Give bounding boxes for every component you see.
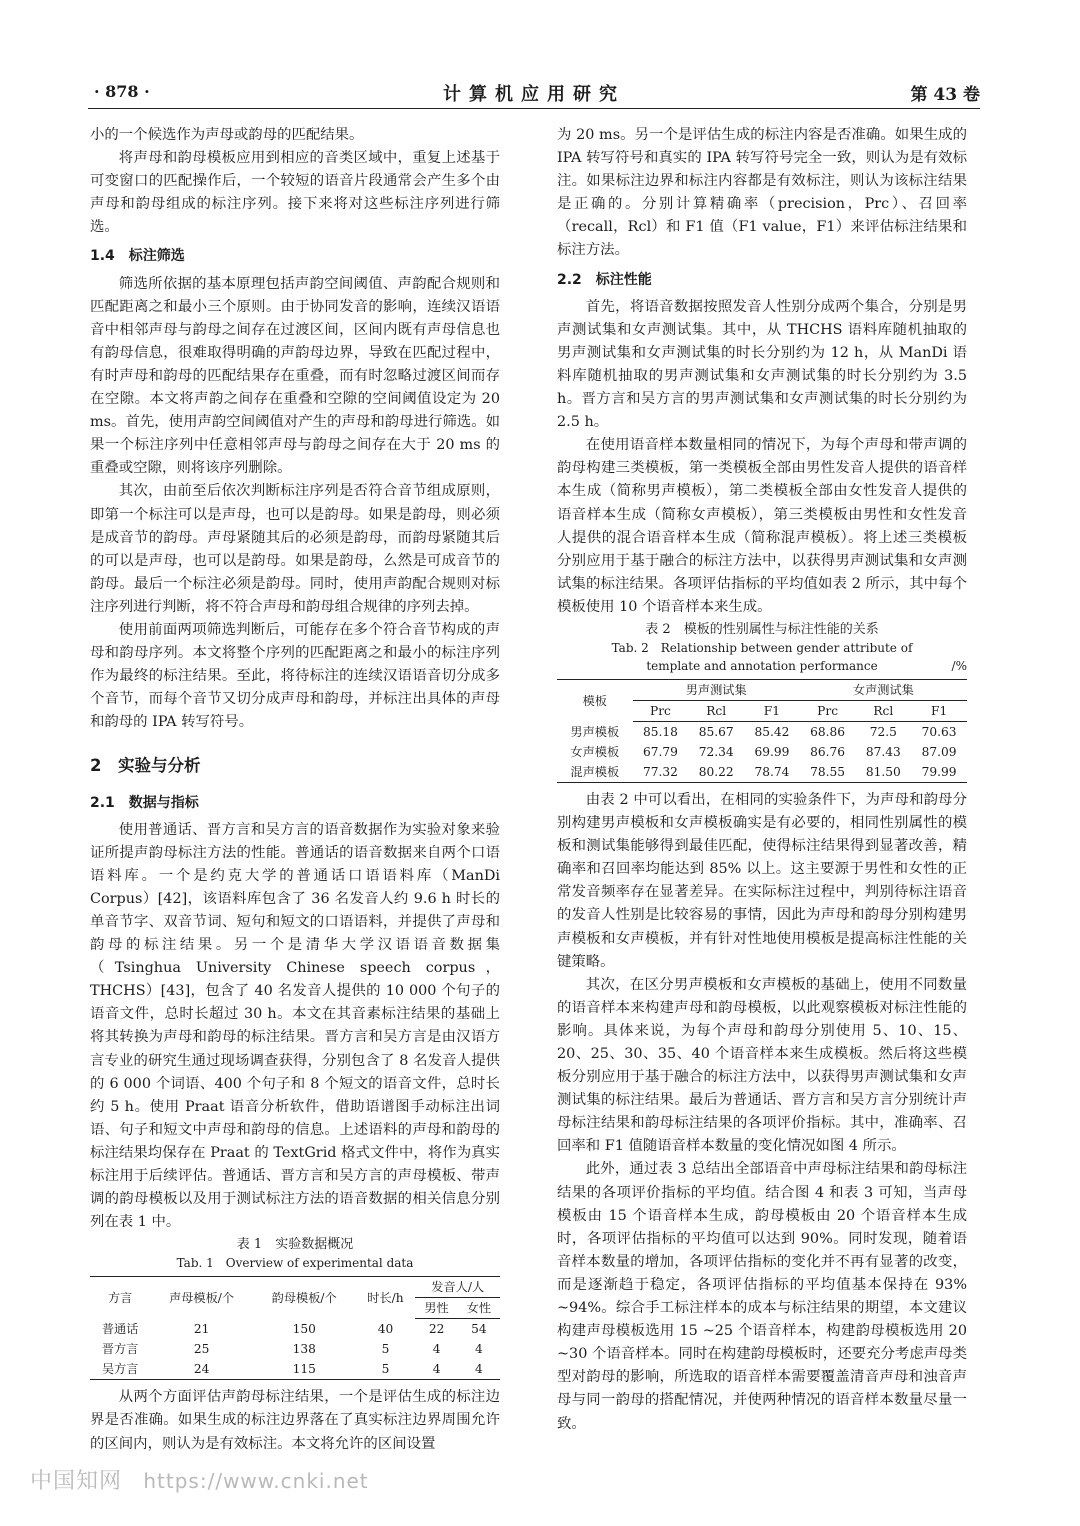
table-cell: 吴方言 [90, 1359, 150, 1380]
table1-header-final: 韵母模板/个 [253, 1277, 356, 1319]
table-cell: 女声模板 [570, 744, 620, 759]
table1-header-speakers: 发音人/人 [415, 1277, 500, 1298]
table2-caption-cn: 表 2 模板的性别属性与标注性能的关系 [645, 621, 879, 637]
table-cell: 87.43 [865, 744, 901, 759]
table-cell: 78.55 [800, 762, 856, 783]
table-cell: 72.5 [869, 724, 897, 739]
paragraph: 将声母和韵母模板应用到相应的音类区域中，重复上述基于可变窗口的匹配操作后，一个较短的语音片段通常会产生多个由声母和韵母组成的标注序列。接下来将对这些标注序列进行筛选。 [90, 150, 500, 236]
table-cell: 85.18 [643, 724, 678, 739]
table-cell: 4 [432, 1342, 441, 1357]
journal-title: 计算机应用研究 [443, 84, 625, 105]
table2-caption-en2-text: template and annotation performance [646, 658, 878, 673]
table-cell: 4 [415, 1359, 457, 1380]
paragraph: 在使用语音样本数量相同的情况下，为每个声母和带声调的韵母构建三类模板，第一类模板全部由男性发音人提供的语音样本生成（简称男声模板），第二类模板全部由女性发音人提供的语音样本生成（简称女声模板），第三类模板由男性和女性发音人提供的混合语音样本生成（简称混声模板）。将上述三类模板分别应用于基于融合的标注方法中，以获得男声测试集和女声测试集的标注结果。各项评估指标的平均值如表 2 所示，其中每个模板使用 10 个语音样本来生成。 [557, 437, 967, 615]
table2-caption [557, 621, 967, 675]
paragraph: 首先，将语音数据按照发音人性别分成两个集合，分别是男声测试集和女声测试集。其中，从 THCHS 语料库随机抽取的男声测试集和女声测试集的时长分别约为 12 h，从 ManDi 语料库随机抽取的男声测试集和女声测试集的时长分别约为 3.5 h。晋方言和吴方言的男声测试集和女声测试集的时长分别约为 2.5 h。 [557, 298, 967, 431]
table2-header-f1: F1 [744, 700, 800, 721]
running-header [88, 80, 980, 109]
table2-header-rcl: Rcl [855, 700, 911, 721]
table-row [557, 742, 967, 762]
table-cell: 4 [458, 1359, 500, 1380]
table-cell: 男声模板 [570, 724, 620, 739]
table2-header-male-set: 男声测试集 [633, 679, 800, 700]
right-column [557, 124, 967, 1436]
table-cell: 40 [377, 1322, 394, 1337]
table1-header-female: 女性 [458, 1298, 500, 1319]
table2-caption-en2 [557, 657, 967, 675]
table-cell: 70.63 [921, 724, 957, 739]
table1-header-male: 男性 [415, 1298, 457, 1319]
paragraph: 从两个方面评估声韵母标注结果，一个是评估生成的标注边界是否准确。如果生成的标注边界落在了真实标注边界周围允许的区间内，则认为是有效标注。本文将允许的区间设置 [90, 1389, 500, 1452]
table1-caption-cn: 表 1 实验数据概况 [236, 1237, 354, 1253]
table2-header-female-set: 女声测试集 [800, 679, 967, 700]
table-cell: 普通话 [101, 1322, 139, 1337]
table2-header-prc: Prc [800, 700, 856, 721]
table-cell: 68.86 [810, 724, 846, 739]
paragraph: 其次，由前至后依次判断标注序列是否符合音节组成原则，即第一个标注可以是声母，也可以是韵母。如果是韵母，则必须是成音节的韵母。声母紧随其后的必须是韵母，而韵母紧随其后的可以是声母，也可以是韵母。如果是韵母，么然是可成音节的韵母。最后一个标注必须是韵母。同时，使用声韵配合规则对标注序列进行判断，将不符合声母和韵母组合规律的序列去掉。 [90, 483, 500, 615]
table2-header-prc: Prc [633, 700, 689, 721]
table-cell: 150 [292, 1322, 316, 1337]
section-heading-2-1: 2.1 数据与指标 [90, 794, 199, 811]
table-cell: 69.99 [754, 744, 790, 759]
table-cell: 混声模板 [557, 762, 633, 783]
table-cell: 78.74 [744, 762, 800, 783]
table2-caption-en1: Tab. 2 Relationship between gender attribute of [611, 640, 913, 655]
table-cell: 77.32 [633, 762, 689, 783]
volume-label: 第 43 卷 [910, 85, 980, 105]
cnki-watermark [30, 1464, 369, 1495]
table1-header-dialect: 方言 [90, 1277, 150, 1319]
table2-header-rcl: Rcl [688, 700, 744, 721]
table-cell: 79.99 [911, 762, 967, 783]
table-row [557, 721, 967, 742]
table-cell: 晋方言 [101, 1342, 139, 1357]
paragraph: 筛选所依据的基本原理包括声韵空间阈值、声韵配合规则和匹配距离之和最小三个原则。由于协同发音的影响，连续汉语语音中相邻声母与韵母之间存在过渡区间，区间内既有声母信息也有韵母信息，很难取得明确的声韵母边界，导致在匹配过程中，有时声母和韵母的匹配结果存在重叠，而有时忽略过渡区间而存在空隙。本文将声韵之间存在重叠和空隙的空间阈值设定为 20 ms。首先，使用声韵空间阈值对产生的声母和韵母进行筛选。如果一个标注序列中任意相邻声母与韵母之间存在大于 20 ms 的重叠或空隙，则将该序列删除。 [90, 275, 500, 477]
table-row [90, 1319, 500, 1340]
table-cell: 85.67 [698, 724, 734, 739]
table2 [557, 679, 967, 783]
paragraph: 由表 2 中可以看出，在相同的实验条件下，为声母和韵母分别构建男声模板和女声模板确实是有必要的，相同性别属性的模板和测试集能够得到最佳匹配，使得标注结果得到显著改善，精确率和召回率均能达到 85% 以上。这主要源于男性和女性的正常发音频率存在显著差异。在实际标注过程中，判别待标注语音的发音人性别是比较容易的事情，因此为声母和韵母分别构建男声模板和女声模板，并有针对性地使用模板是提高标注性能的关键策略。 [557, 791, 967, 970]
paragraph: 此外，通过表 3 总结出全部语音中声母标注结果和韵母标注结果的各项评价指标的平均值。结合图 4 和表 3 可知，当声母模板由 15 个语音样本生成，韵母模板由 20 个语音样本生成时，各项评估指标的平均值可以达到 90%。同时发现，随着语音样本数量的增加，各项评估指标的变化并不再有显著的改变，而是逐渐趋于稳定，各项评估指标的平均值基本保持在 93% ~94%。综合手工标注样本的成本与标注结果的期望，本文建议构建声母模板选用 15 ~25 个语音样本，构建韵母模板选用 20 ~30 个语音样本。同时在构建韵母模板时，还要充分考虑声母类型对韵母的影响，所选取的语音样本需要覆盖清音声母和浊音声母与同一韵母的搭配情况，并使两种情况的语音样本数量尽量一致。 [557, 1161, 967, 1432]
page-number: · 878 · [94, 82, 150, 101]
table-cell: 5 [381, 1342, 390, 1357]
left-column [90, 124, 500, 1456]
cnki-logo-text: 中国知网 [30, 1469, 123, 1494]
table1 [90, 1276, 500, 1380]
table1-caption [90, 1236, 500, 1272]
table2-unit: /% [951, 658, 967, 673]
section-heading-1-4: 1.4 标注筛选 [90, 248, 185, 265]
table-row [90, 1359, 500, 1380]
table-row [557, 762, 967, 783]
table2-header-f1: F1 [911, 700, 967, 721]
table-cell: 80.22 [688, 762, 744, 783]
table-cell: 5 [356, 1359, 416, 1380]
table-cell: 25 [193, 1342, 210, 1357]
table1-caption-en: Tab. 1 Overview of experimental data [176, 1256, 414, 1271]
paragraph: 为 20 ms。另一个是评估生成的标注内容是否准确。如果生成的 IPA 转写符号和真实的 IPA 转写符号完全一致，则认为是有效标注。如果标注边界和标注内容都是有效标注，则认为该标注结果是正确的。分别计算精确率（precision，Prc）、召回率（recall，Rcl）和 F1 值（F1 value，F1）来评估标注结果和标注方法。 [557, 127, 967, 259]
table-cell: 22 [428, 1322, 445, 1337]
table-cell: 54 [471, 1322, 487, 1337]
table1-header-duration: 时长/h [356, 1277, 416, 1319]
table2-header-template: 模板 [557, 679, 633, 721]
table-cell: 67.79 [643, 744, 678, 759]
paragraph: 其次，在区分男声模板和女声模板的基础上，使用不同数量的语音样本来构建声母和韵母模板，以此观察模板对标注性能的影响。具体来说，为每个声母和韵母分别使用 5、10、15、20、25、30、35、40 个语音样本来生成模板。然后将这些模板分别应用于基于融合的标注方法中，以获得男声测试集和女声测试集的标注结果。最后为普通话、晋方言和吴方言分别统计声母标注结果和韵母标注结果的各项评价指标。其中，准确率、召回率和 F1 值随语音样本数量的变化情况如图 4 所示。 [557, 976, 967, 1155]
table-cell: 81.50 [855, 762, 911, 783]
table-cell: 4 [474, 1342, 483, 1357]
table-cell: 24 [150, 1359, 253, 1380]
table-cell: 85.42 [754, 724, 790, 739]
table-cell: 21 [193, 1322, 210, 1337]
table-cell: 86.76 [810, 744, 846, 759]
paragraph: 小的一个候选作为声母或韵母的匹配结果。 [90, 127, 364, 143]
table-cell: 138 [292, 1342, 316, 1357]
cnki-url[interactable]: https://www.cnki.net [143, 1469, 369, 1493]
table-cell: 87.09 [921, 744, 957, 759]
table-cell: 115 [253, 1359, 356, 1380]
section-heading-2: 2 实验与分析 [90, 756, 201, 776]
paragraph: 使用普通话、晋方言和吴方言的语音数据作为实验对象来验证所提声韵母标注方法的性能。普通话的语音数据来自两个口语语料库。一个是约克大学的普通话口语语料库（ManDi Corpus）[42]，该语料库包含了 36 名发音人约 9.6 h 时长的单音节字、双音节词、短句和短文的口语语料，并提供了声母和韵母的标注结果。另一个是清华大学汉语语音数据集（Tsinghua University Chinese speech corpus，THCHS）[43]，包含了 40 名发音人提供的 10 000 个句子的语音文件，总时长超过 30 h。本文在其音素标注结果的基础上将其转换为声母和韵母的标注结果。晋方言和吴方言是由汉语方言专业的研究生通过现场调查获得，分别包含了 8 名发音人提供的 6 000 个词语、400 个句子和 8 个短文的语音文件，总时长约 5 h。使用 Praat 语音分析软件，借助语谱图手动标注出词语、句子和短文中声母和韵母的信息。上述语料的声母和韵母的标注结果均保存在 Praat 的 TextGrid 格式文件中，将作为真实标注用于后续评估。普通话、晋方言和吴方言的声母模板、带声调的韵母模板以及用于测试标注方法的语音数据的相关信息分别列在表 1 中。 [90, 821, 500, 1231]
table-cell: 72.34 [698, 744, 734, 759]
table1-header-initial: 声母模板/个 [150, 1277, 253, 1319]
section-heading-2-2: 2.2 标注性能 [557, 271, 652, 288]
paragraph: 使用前面两项筛选判断后，可能存在多个符合音节构成的声母和韵母序列。本文将整个序列的匹配距离之和最小的标注序列作为最终的标注结果。至此，将待标注的连续汉语语音切分成多个音节，而每个音节又切分成声母和韵母，并标注出具体的声母和韵母的 IPA 转写符号。 [90, 621, 500, 731]
table-row [90, 1339, 500, 1359]
